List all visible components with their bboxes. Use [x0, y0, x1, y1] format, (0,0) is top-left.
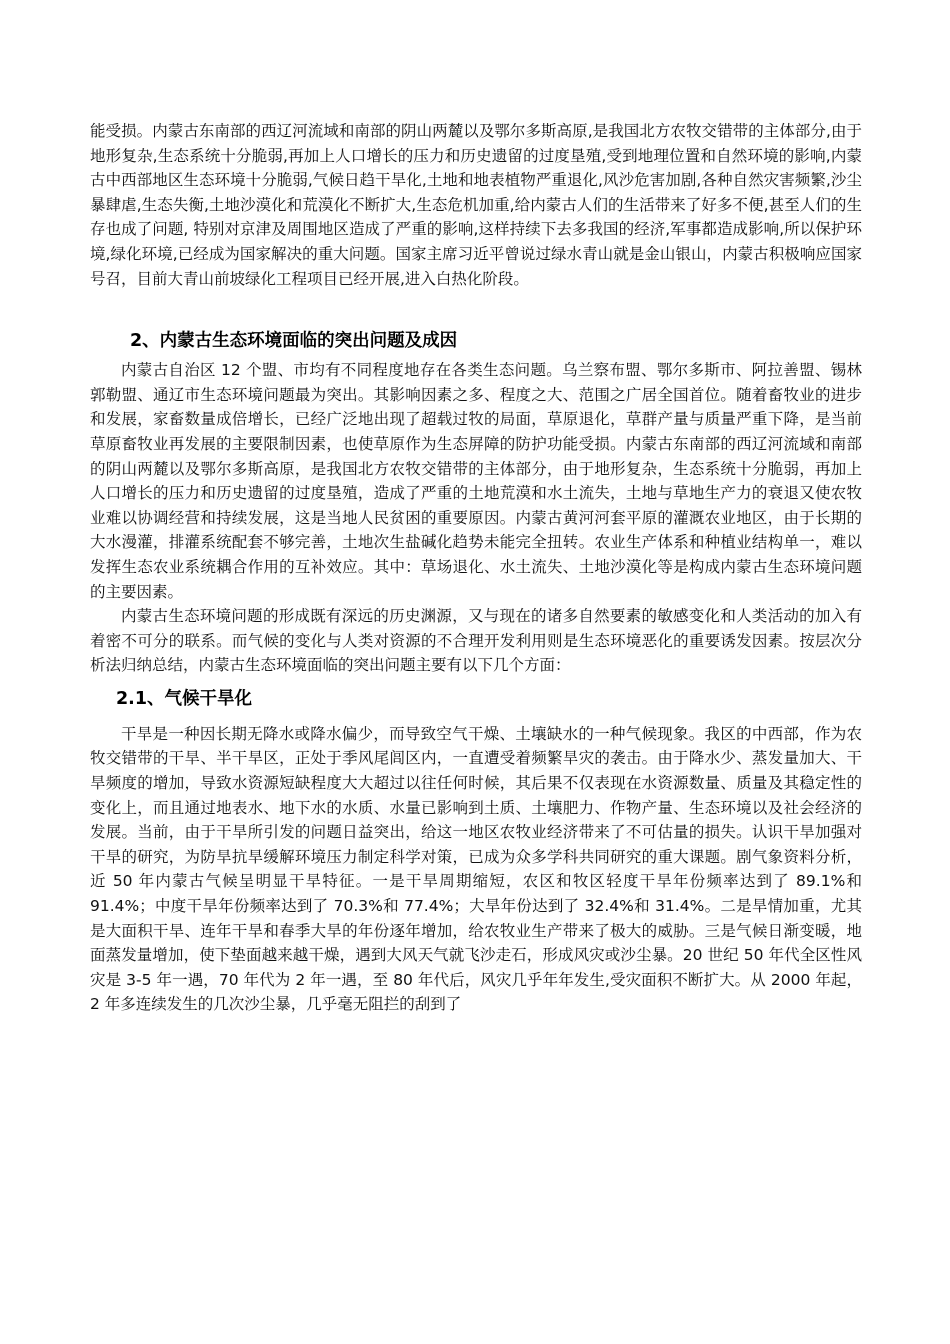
section-heading-2: 2、内蒙古生态环境面临的突出问题及成因: [130, 331, 458, 352]
section-2-1-paragraph-1: 干旱是一种因长期无降水或降水偏少，而导致空气干燥、土壤缺水的一种气候现象。我区的中西部，作为农牧交错带的干旱、半干旱区，正处于季风尾闾区内，一直遭受着频繁旱灾的袭击。由于降水少、蒸发量加大、干旱频度的增加，导致水资源短缺程度大大超过以往任何时候，其后果不仅表现在水资源数量、质量及其稳定性的变化上，而且通过地表水、地下水的水质、水量已影响到土质、土壤肥力、作物产量、生态环境以及社会经济的发展。当前，由于干旱所引发的问题日益突出，给这一地区农牧业经济带来了不可估量的损失。认识干旱加强对干旱的研究，为防旱抗旱缓解环境压力制定科学对策，已成为众多学科共同研究的重大课题。剧气象资料分析，近 50 年内蒙古气候呈明显干旱特征。一是干旱周期缩短，农区和牧区轻度干旱年份频率达到了 89.1%和 91.4%；中度干旱年份频率达到了 70.3%和 77.4%；大旱年份达到了 32.4%和 31.4%。二是旱情加重，尤其是大面积干旱、连年干旱和春季大旱的年份逐年增加，给农牧业生产带来了极大的威胁。三是气候日渐变暖，地面蒸发量增加，使下垫面越来越干燥，遇到大风天气就飞沙走石，形成风灾或沙尘暴。20 世纪 50 年代全区性风灾是 3-5 年一遇，70 年代为 2 年一遇，至 80 年代后，风灾几乎年年发生,受灾面积不断扩大。从 2000 年起，2 年多连续发生的几次沙尘暴，几乎毫无阻拦的刮到了: [90, 724, 862, 1014]
section-2-paragraph-1: 内蒙古自治区 12 个盟、市均有不同程度地存在各类生态问题。乌兰察布盟、鄂尔多斯市、阿拉善盟、锡林郭勒盟、通辽市生态环境问题最为突出。其影响因素之多、程度之大、范围之广居全国首位。随着畜牧业的进步和发展，家畜数量成倍增长，已经广泛地出现了超载过牧的局面，草原退化，草群产量与质量严重下降，是当前草原畜牧业再发展的主要限制因素，也使草原作为生态屏障的防护功能受损。内蒙古东南部的西辽河流域和南部的阴山两麓以及鄂尔多斯高原，是我国北方农牧交错带的主体部分，由于地形复杂，生态系统十分脆弱，再加上人口增长的压力和历史遗留的过度垦殖，造成了严重的土地荒漠和水土流失，土地与草地生产力的衰退又使农牧业难以协调经营和持续发展，这是当地人民贫困的重要原因。内蒙古黄河河套平原的灌溉农业地区，由于长期的大水漫灌，排灌系统配套不够完善，土地次生盐碱化趋势未能完全扭转。农业生产体系和种植业结构单一，难以发挥生态农业系统耦合作用的互补效应。其中：草场退化、水土流失、土地沙漠化等是构成内蒙古生态环境问题的主要因素。: [90, 361, 862, 601]
section-heading-2-1: 2.1、气候干旱化: [116, 688, 253, 709]
paragraph-intro-continued: 能受损。内蒙古东南部的西辽河流域和南部的阴山两麓以及鄂尔多斯高原,是我国北方农牧交错带的主体部分,由于地形复杂,生态系统十分脆弱,再加上人口增长的压力和历史遗留的过度垦殖,受到地理位置和自然环境的影响,内蒙古中西部地区生态环境十分脆弱,气候日趋干旱化,土地和地表植物严重退化,风沙危害加剧,各种自然灾害频繁,沙尘暴肆虐,生态失衡,土地沙漠化和荒漠化不断扩大,生态危机加重,给内蒙古人们的生活带来了好多不便,甚至人们的生存也成了问题, 特别对京津及周围地区造成了严重的影响,这样持续下去多我国的经济,军事都造成影响,所以保护环境,绿化环境,已经成为国家解决的重大问题。国家主席习近平曾说过绿水青山就是金山银山，内蒙古积极响应国家号召，目前大青山前坡绿化工程项目已经开展,进入白热化阶段。: [90, 122, 862, 288]
section-2-paragraph-2: 内蒙古生态环境问题的形成既有深远的历史渊源，又与现在的诸多自然要素的敏感变化和人类活动的加入有着密不可分的联系。而气候的变化与人类对资源的不合理开发利用则是生态环境恶化的重要诱发因素。按层次分析法归纳总结，内蒙古生态环境面临的突出问题主要有以下几个方面：: [90, 607, 862, 675]
document-body: [90, 119, 862, 1017]
